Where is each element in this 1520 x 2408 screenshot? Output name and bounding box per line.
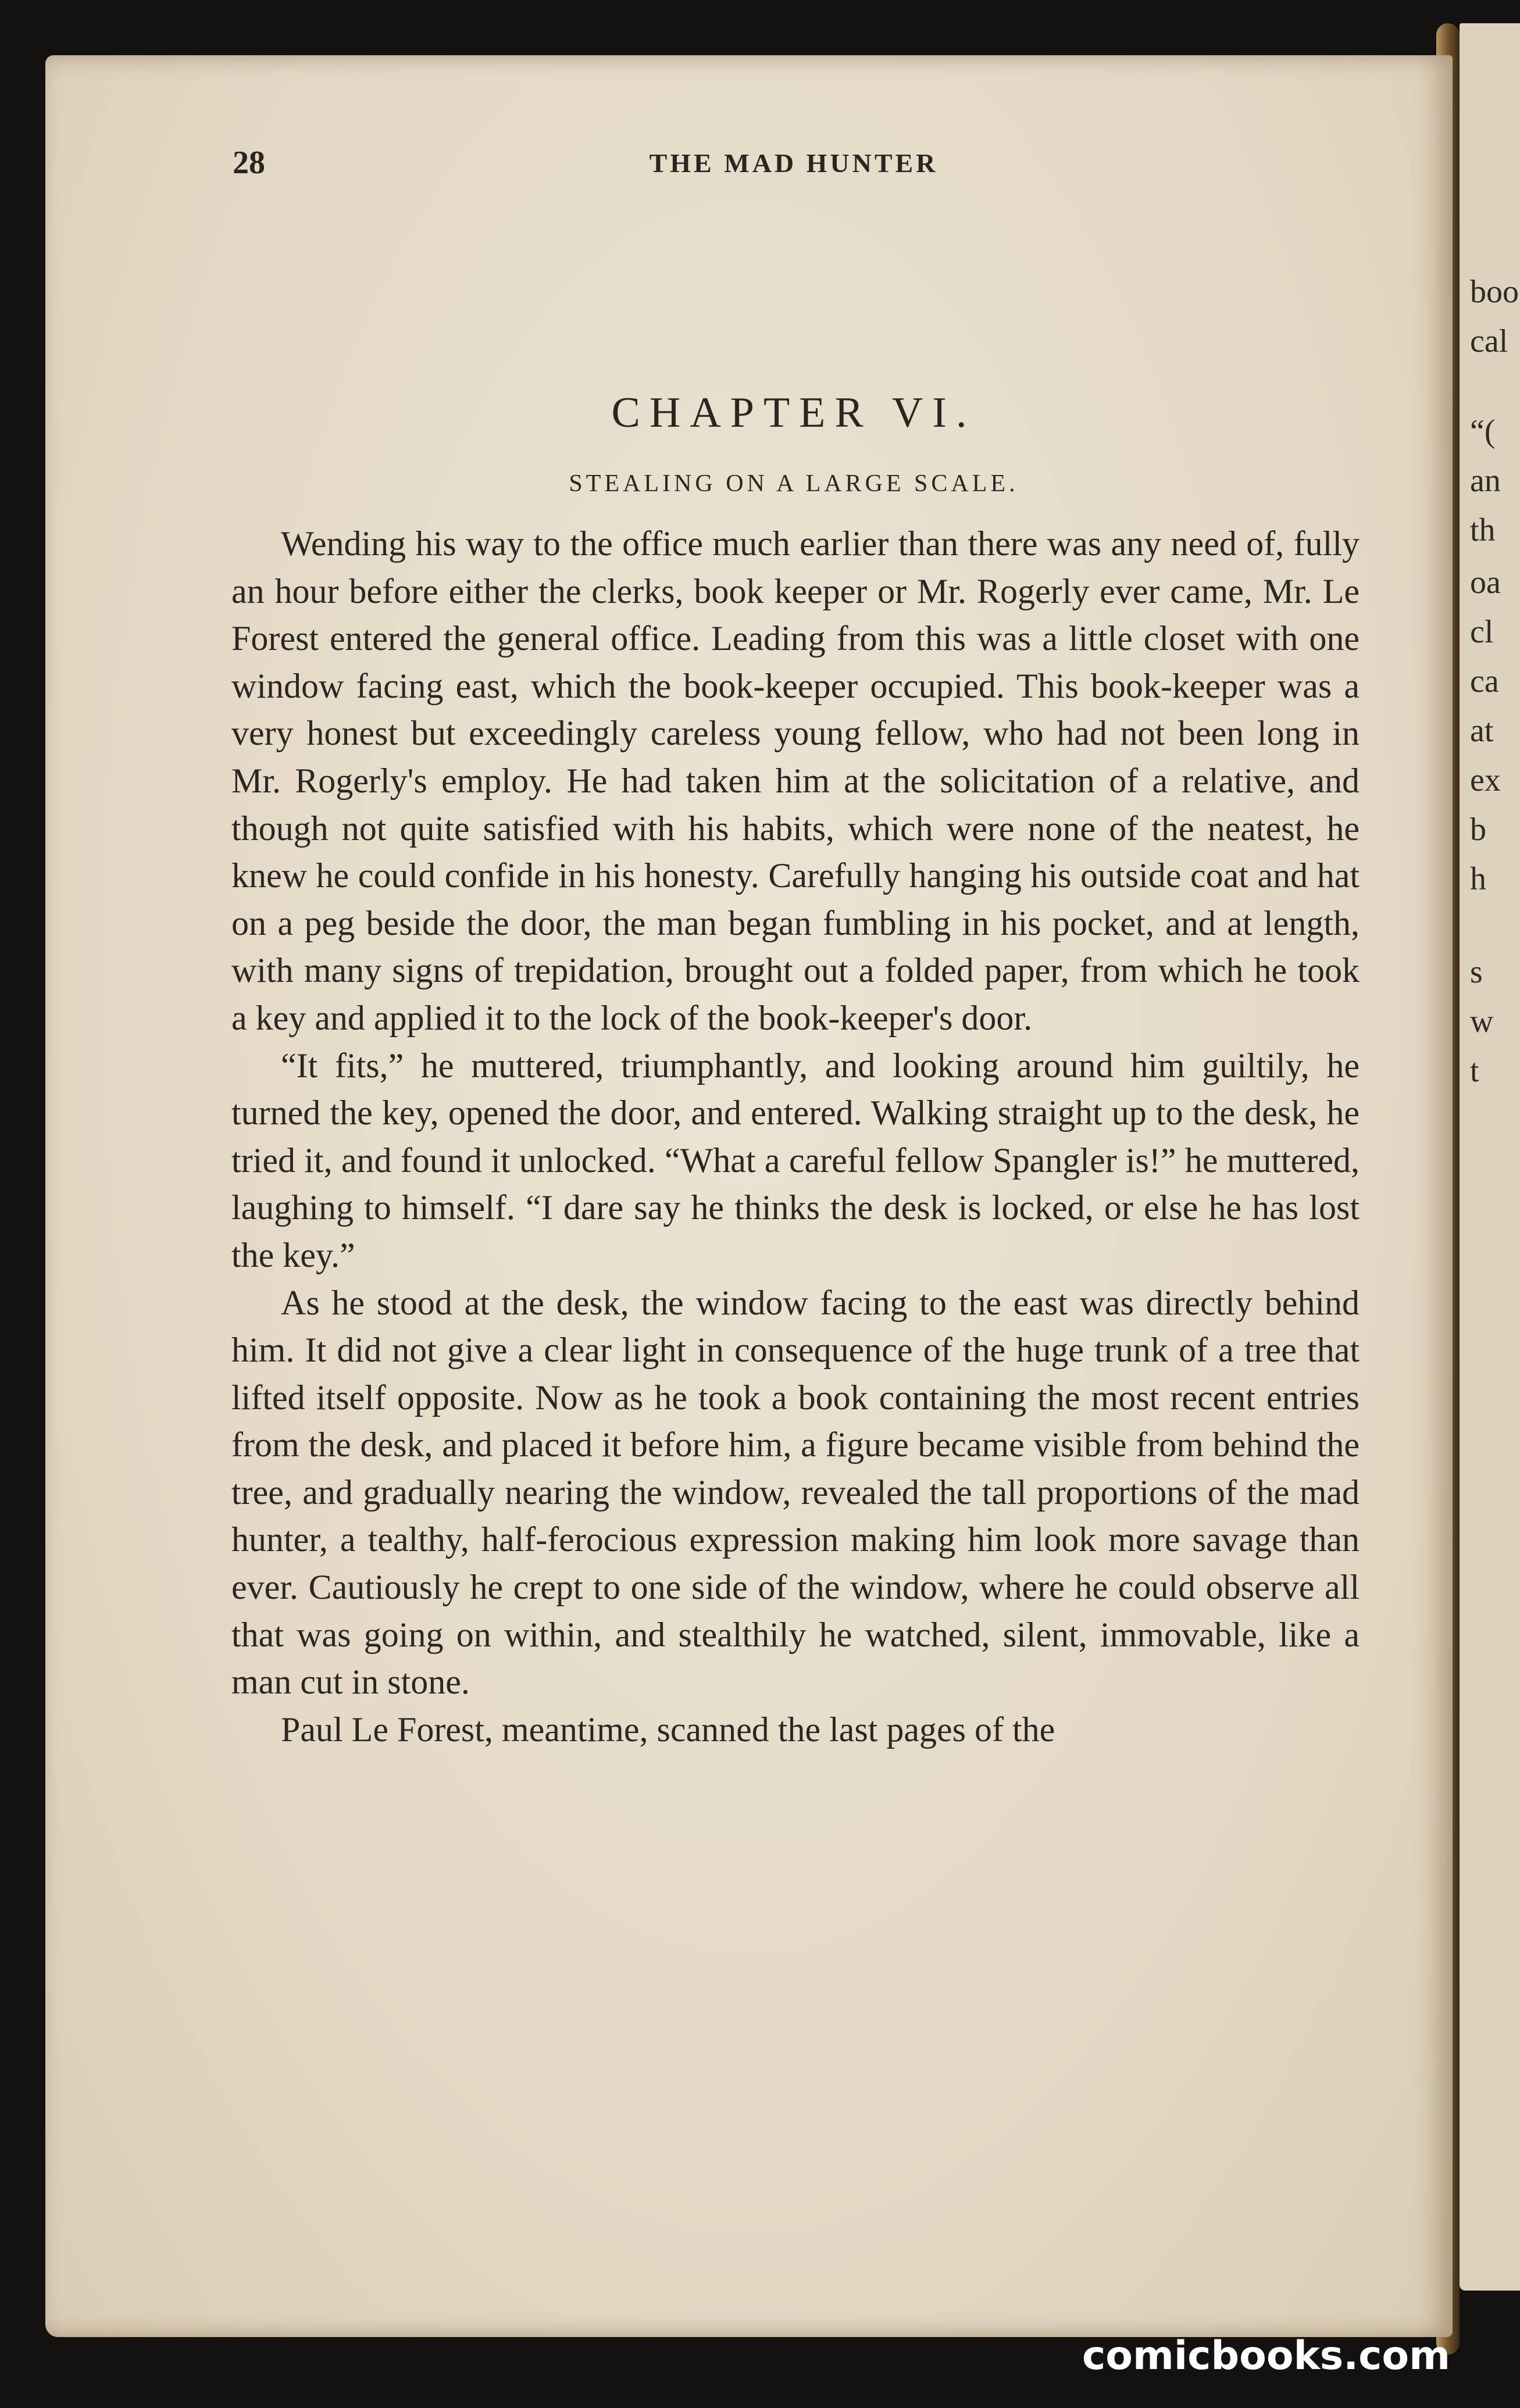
watermark: comicbooks.com [1082,2333,1450,2379]
chapter-subtitle: STEALING ON A LARGE SCALE. [569,470,1019,497]
paragraph: “It fits,” he muttered, triumphantly, and looking around him guiltily, he turned the key, opened the door, and entered. Walking straight up to the desk, he tried it, and found it unlocked. “What a careful fellow Spangler is!” he muttered, laughing to himself. “I dare say he thinks the desk is locked, or else he has lost the key.” [231,1046,1360,1274]
chapter-title: CHAPTER VI. [611,389,976,437]
next-page-fragment: at [1470,713,1494,749]
body-text [231,520,1360,1753]
next-page-fragment: h [1470,861,1486,897]
next-page-fragment: “( [1470,413,1496,449]
next-page-fragment: ca [1470,663,1499,699]
running-head: THE MAD HUNTER [649,148,939,178]
paragraph: Wending his way to the office much earlier than there was any need of, fully an hour before either the clerks, book keeper or Mr. Rogerly ever came, Mr. Le Forest entered the general office. Leading from this was a little closet with one window facing east, which the book-keeper occupied. This book-keeper was a very honest but exceedingly careless young fellow, who had not been long in Mr. Rogerly's employ. He had taken him at the solicitation of a relative, and though not quite satisfied with his habits, which were none of the neatest, he knew he could confide in his honesty. Carefully hanging his outside coat and hat on a peg beside the door, the man began fumbling in his pocket, and at length, with many signs of trepidation, brought out a folded paper, from which he took a key and applied it to the lock of the book-keeper's door. [231,524,1360,1037]
page-number: 28 [233,145,265,181]
next-page-fragment: cal [1470,323,1508,359]
next-page-fragment: oa [1470,565,1501,601]
next-page-fragment: cl [1470,614,1494,650]
next-page-fragment: ex [1470,762,1501,798]
next-page-fragment: t [1470,1053,1479,1089]
page-header [233,144,1355,191]
next-page-fragment: b [1470,812,1486,848]
paragraph: Paul Le Forest, meantime, scanned the last pages of the [281,1710,1055,1749]
next-page-fragment: th [1470,512,1496,548]
next-page-fragment: w [1470,1003,1494,1039]
paragraph: As he stood at the desk, the window facing to the east was directly behind him. It did not give a clear light in consequence of the huge trunk of a tree that lifted itself opposite. Now as he took a book containing the most recent entries from the desk, and placed it before him, a figure became visible from behind the tree, and gradually nearing the window, revealed the tall proportions of the mad hunter, a tealthy, half-ferocious expression making him look more savage than ever. Cautiously he crept to one side of the window, where he could observe all that was going on within, and stealthily he watched, silent, immovable, like a man cut in stone. [231,1283,1360,1702]
next-page-fragment: boo [1470,274,1519,310]
adjacent-page [1460,23,1520,2291]
next-page-fragment: s [1470,954,1483,990]
next-page-fragment: an [1470,463,1501,499]
